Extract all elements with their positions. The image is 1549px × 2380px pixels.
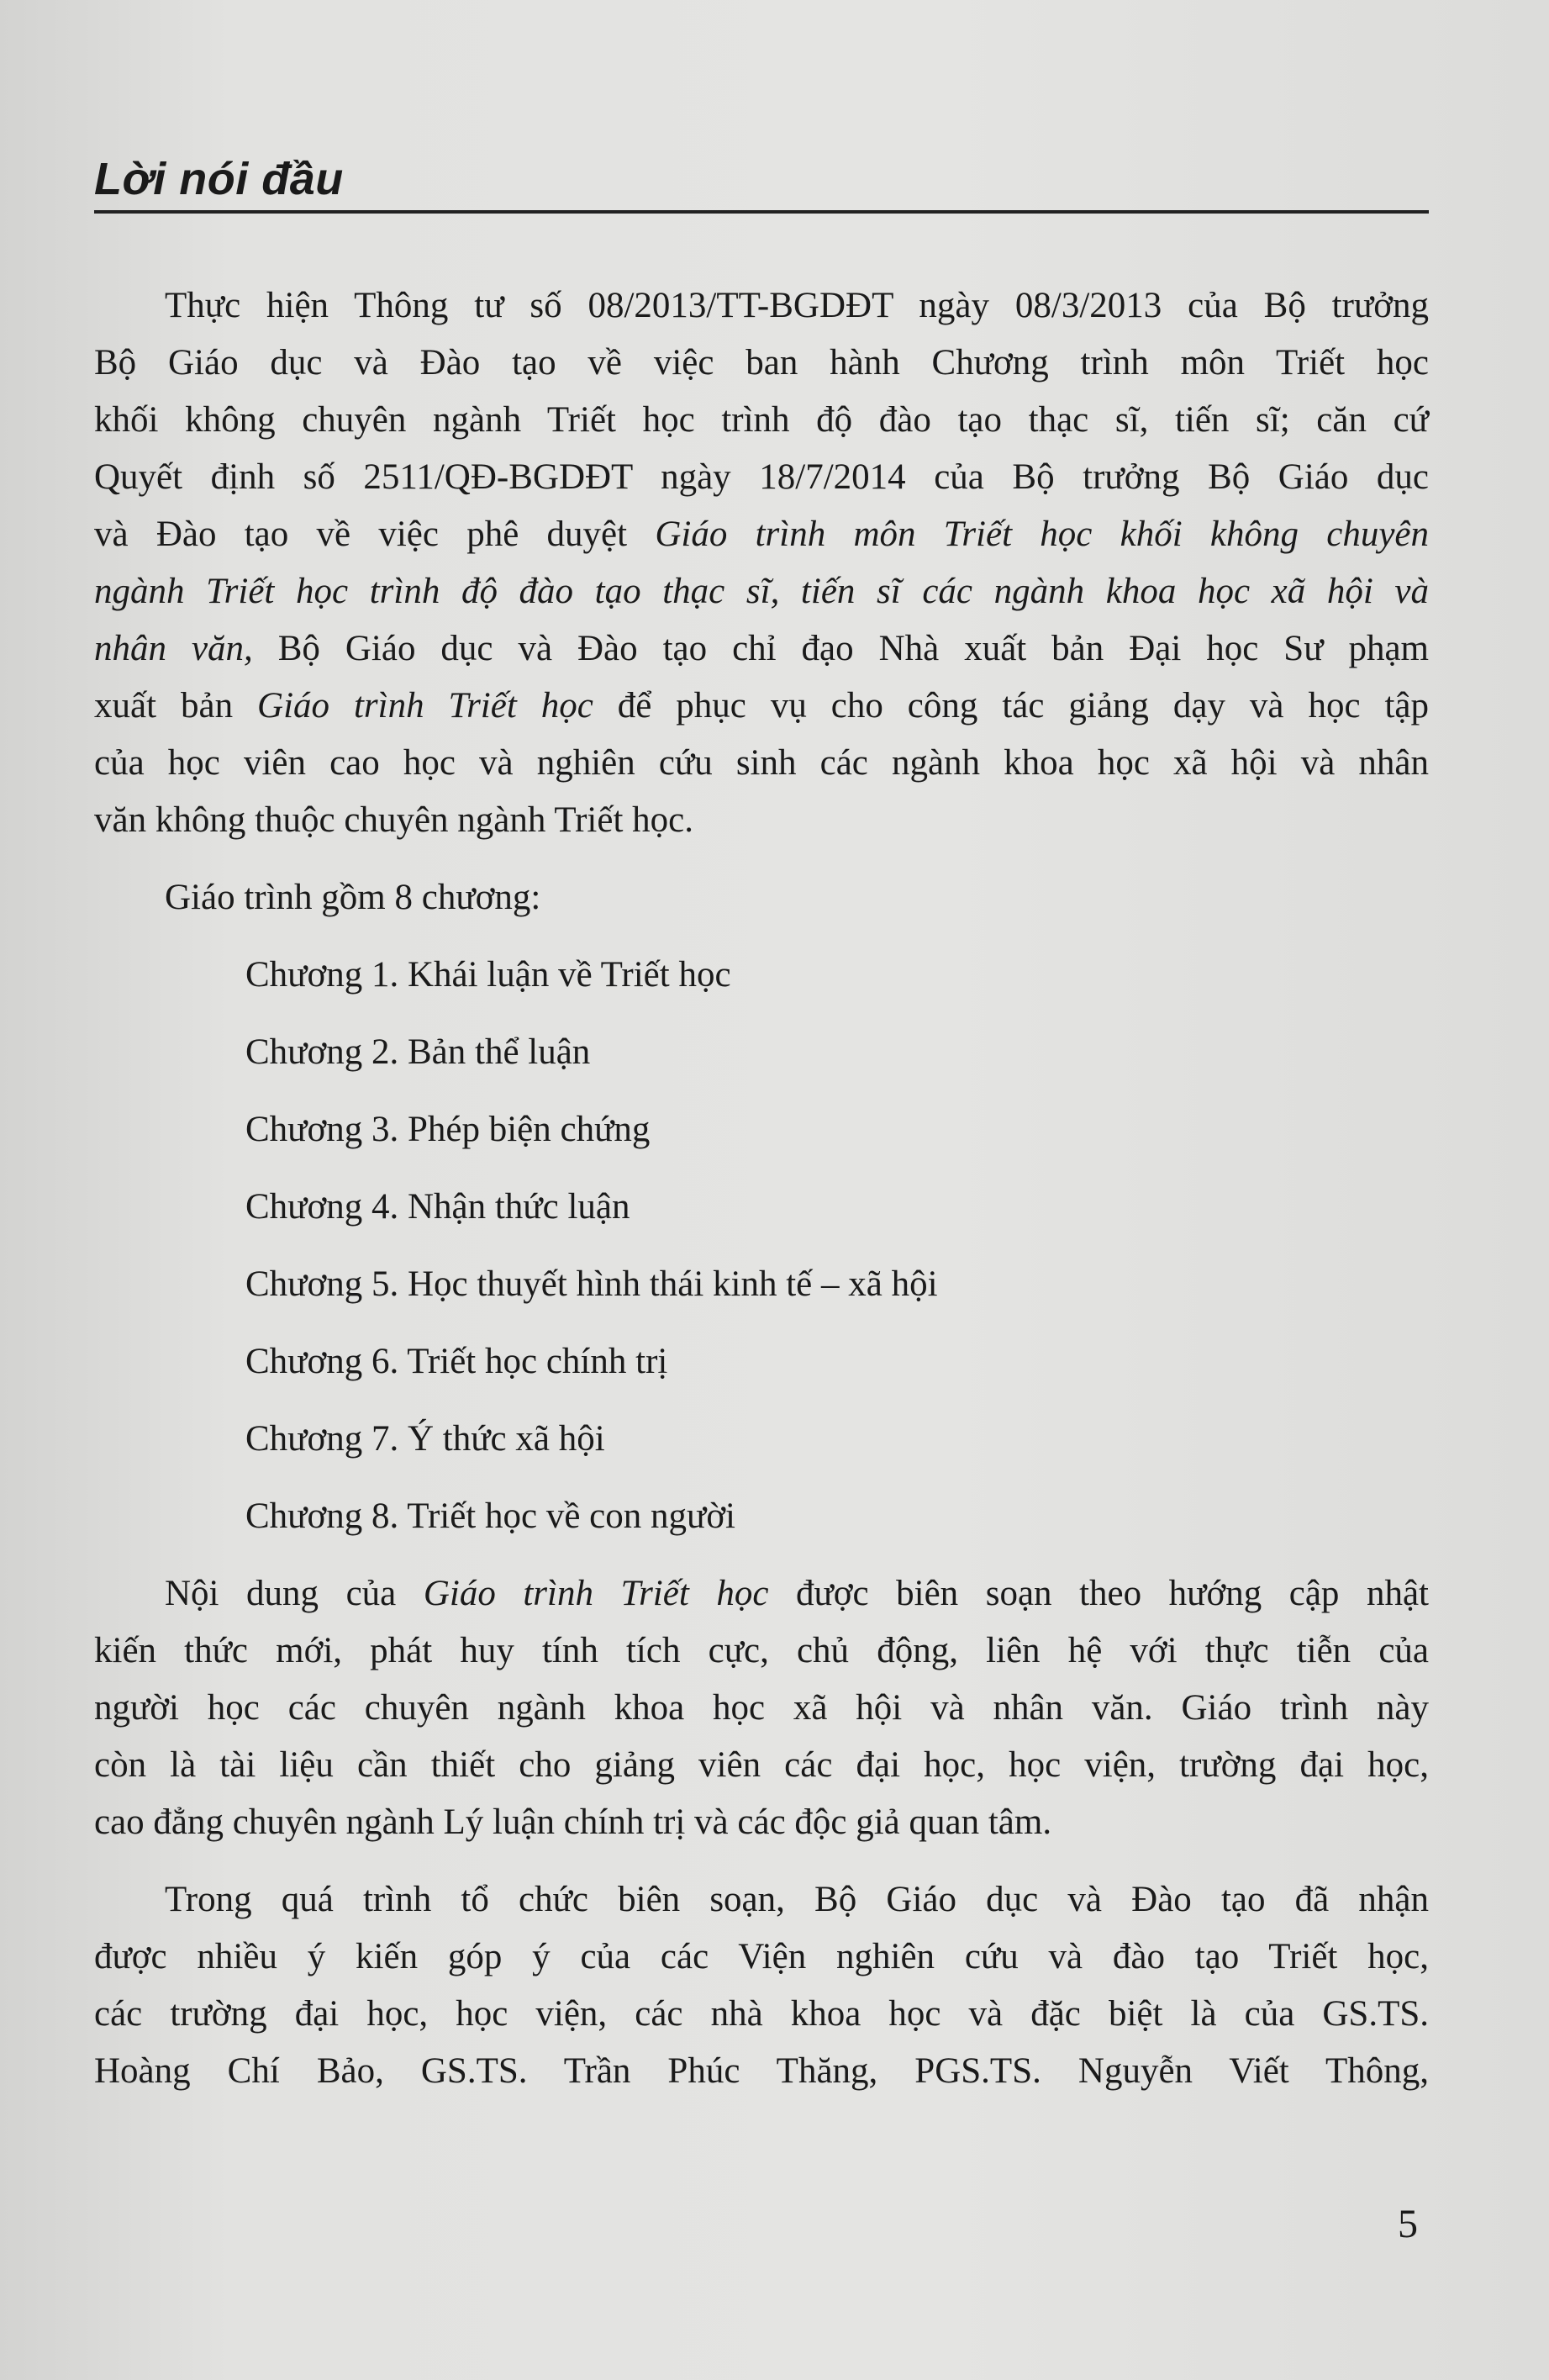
paragraph-1 <box>94 277 1429 849</box>
chapters-intro: Giáo trình gồm 8 chương: <box>165 878 541 917</box>
text-line <box>94 1565 1429 1623</box>
paragraph-3 <box>94 1871 1429 2100</box>
text-line: được nhiều ý kiến góp ý của các Viện nghiên cứu và đào tạo Triết học, <box>94 1937 1429 1976</box>
text-line: kiến thức mới, phát huy tính tích cực, chủ động, liên hệ với thực tiễn của <box>94 1631 1429 1670</box>
text-line: còn là tài liệu cần thiết cho giảng viên các đại học, học viện, trường đại học, <box>94 1745 1429 1785</box>
text-line: của học viên cao học và nghiên cứu sinh các ngành khoa học xã hội và nhân <box>94 743 1429 783</box>
text-line <box>94 506 1429 563</box>
text-line: các trường đại học, học viện, các nhà khoa học và đặc biệt là của GS.TS. <box>94 1994 1429 2034</box>
text-line <box>94 620 1429 678</box>
italic-title: nhân văn, <box>94 629 253 668</box>
italic-title: Giáo trình Triết học <box>423 1574 769 1613</box>
text-line: văn không thuộc chuyên ngành Triết học. <box>94 800 693 840</box>
text-line: người học các chuyên ngành khoa học xã hội và nhân văn. Giáo trình này <box>94 1688 1429 1728</box>
text-line: Thực hiện Thông tư số 08/2013/TT-BGDĐT ngày 08/3/2013 của Bộ trưởng <box>165 286 1429 325</box>
preface-body <box>94 277 1429 2100</box>
italic-title: ngành Triết học trình độ đào tạo thạc sĩ, tiến sĩ các ngành khoa học xã hội và <box>94 572 1429 611</box>
text-run: để phục vụ cho công tác giảng dạy và học tập <box>593 686 1430 726</box>
text-line: khối không chuyên ngành Triết học trình độ đào tạo thạc sĩ, tiến sĩ; căn cứ <box>94 400 1429 440</box>
text-run: Nội dung của <box>165 1574 424 1613</box>
text-run: Bộ Giáo dục và Đào tạo chỉ đạo Nhà xuất bản Đại học Sư phạm <box>252 629 1429 668</box>
text-line: Quyết định số 2511/QĐ-BGDĐT ngày 18/7/2014 của Bộ trưởng Bộ Giáo dục <box>94 457 1429 497</box>
list-item: Chương 4. Nhận thức luận <box>245 1187 630 1227</box>
list-item: Chương 7. Ý thức xã hội <box>245 1419 605 1459</box>
text-line <box>94 678 1429 735</box>
list-item: Chương 6. Triết học chính trị <box>245 1342 668 1381</box>
italic-title: Giáo trình Triết học <box>257 686 593 726</box>
page-title: Lời nói đầu <box>94 154 344 204</box>
list-item: Chương 8. Triết học về con người <box>245 1496 735 1536</box>
italic-title: Giáo trình môn Triết học khối không chuyên <box>655 515 1429 554</box>
text-line: Bộ Giáo dục và Đào tạo về việc ban hành Chương trình môn Triết học <box>94 343 1429 383</box>
text-line: cao đẳng chuyên ngành Lý luận chính trị và các độc giả quan tâm. <box>94 1802 1052 1842</box>
text-run: được biên soạn theo hướng cập nhật <box>768 1574 1430 1613</box>
list-item: Chương 2. Bản thể luận <box>245 1032 591 1072</box>
page-number: 5 <box>1398 2202 1418 2246</box>
list-item: Chương 1. Khái luận về Triết học <box>245 955 731 995</box>
title-underline <box>94 210 1429 214</box>
list-item: Chương 5. Học thuyết hình thái kinh tế – xã hội <box>245 1264 938 1304</box>
text-line: Trong quá trình tổ chức biên soạn, Bộ Giáo dục và Đào tạo đã nhận <box>165 1880 1429 1919</box>
text-line <box>94 563 1429 620</box>
paragraph-2 <box>94 1565 1429 1851</box>
text-run: và Đào tạo về việc phê duyệt <box>94 515 656 554</box>
list-item: Chương 3. Phép biện chứng <box>245 1110 651 1149</box>
chapter-list <box>94 947 1429 1545</box>
text-line: Hoàng Chí Bảo, GS.TS. Trần Phúc Thăng, PGS.TS. Nguyễn Viết Thông, <box>94 2051 1429 2091</box>
text-run: xuất bản <box>94 686 258 726</box>
